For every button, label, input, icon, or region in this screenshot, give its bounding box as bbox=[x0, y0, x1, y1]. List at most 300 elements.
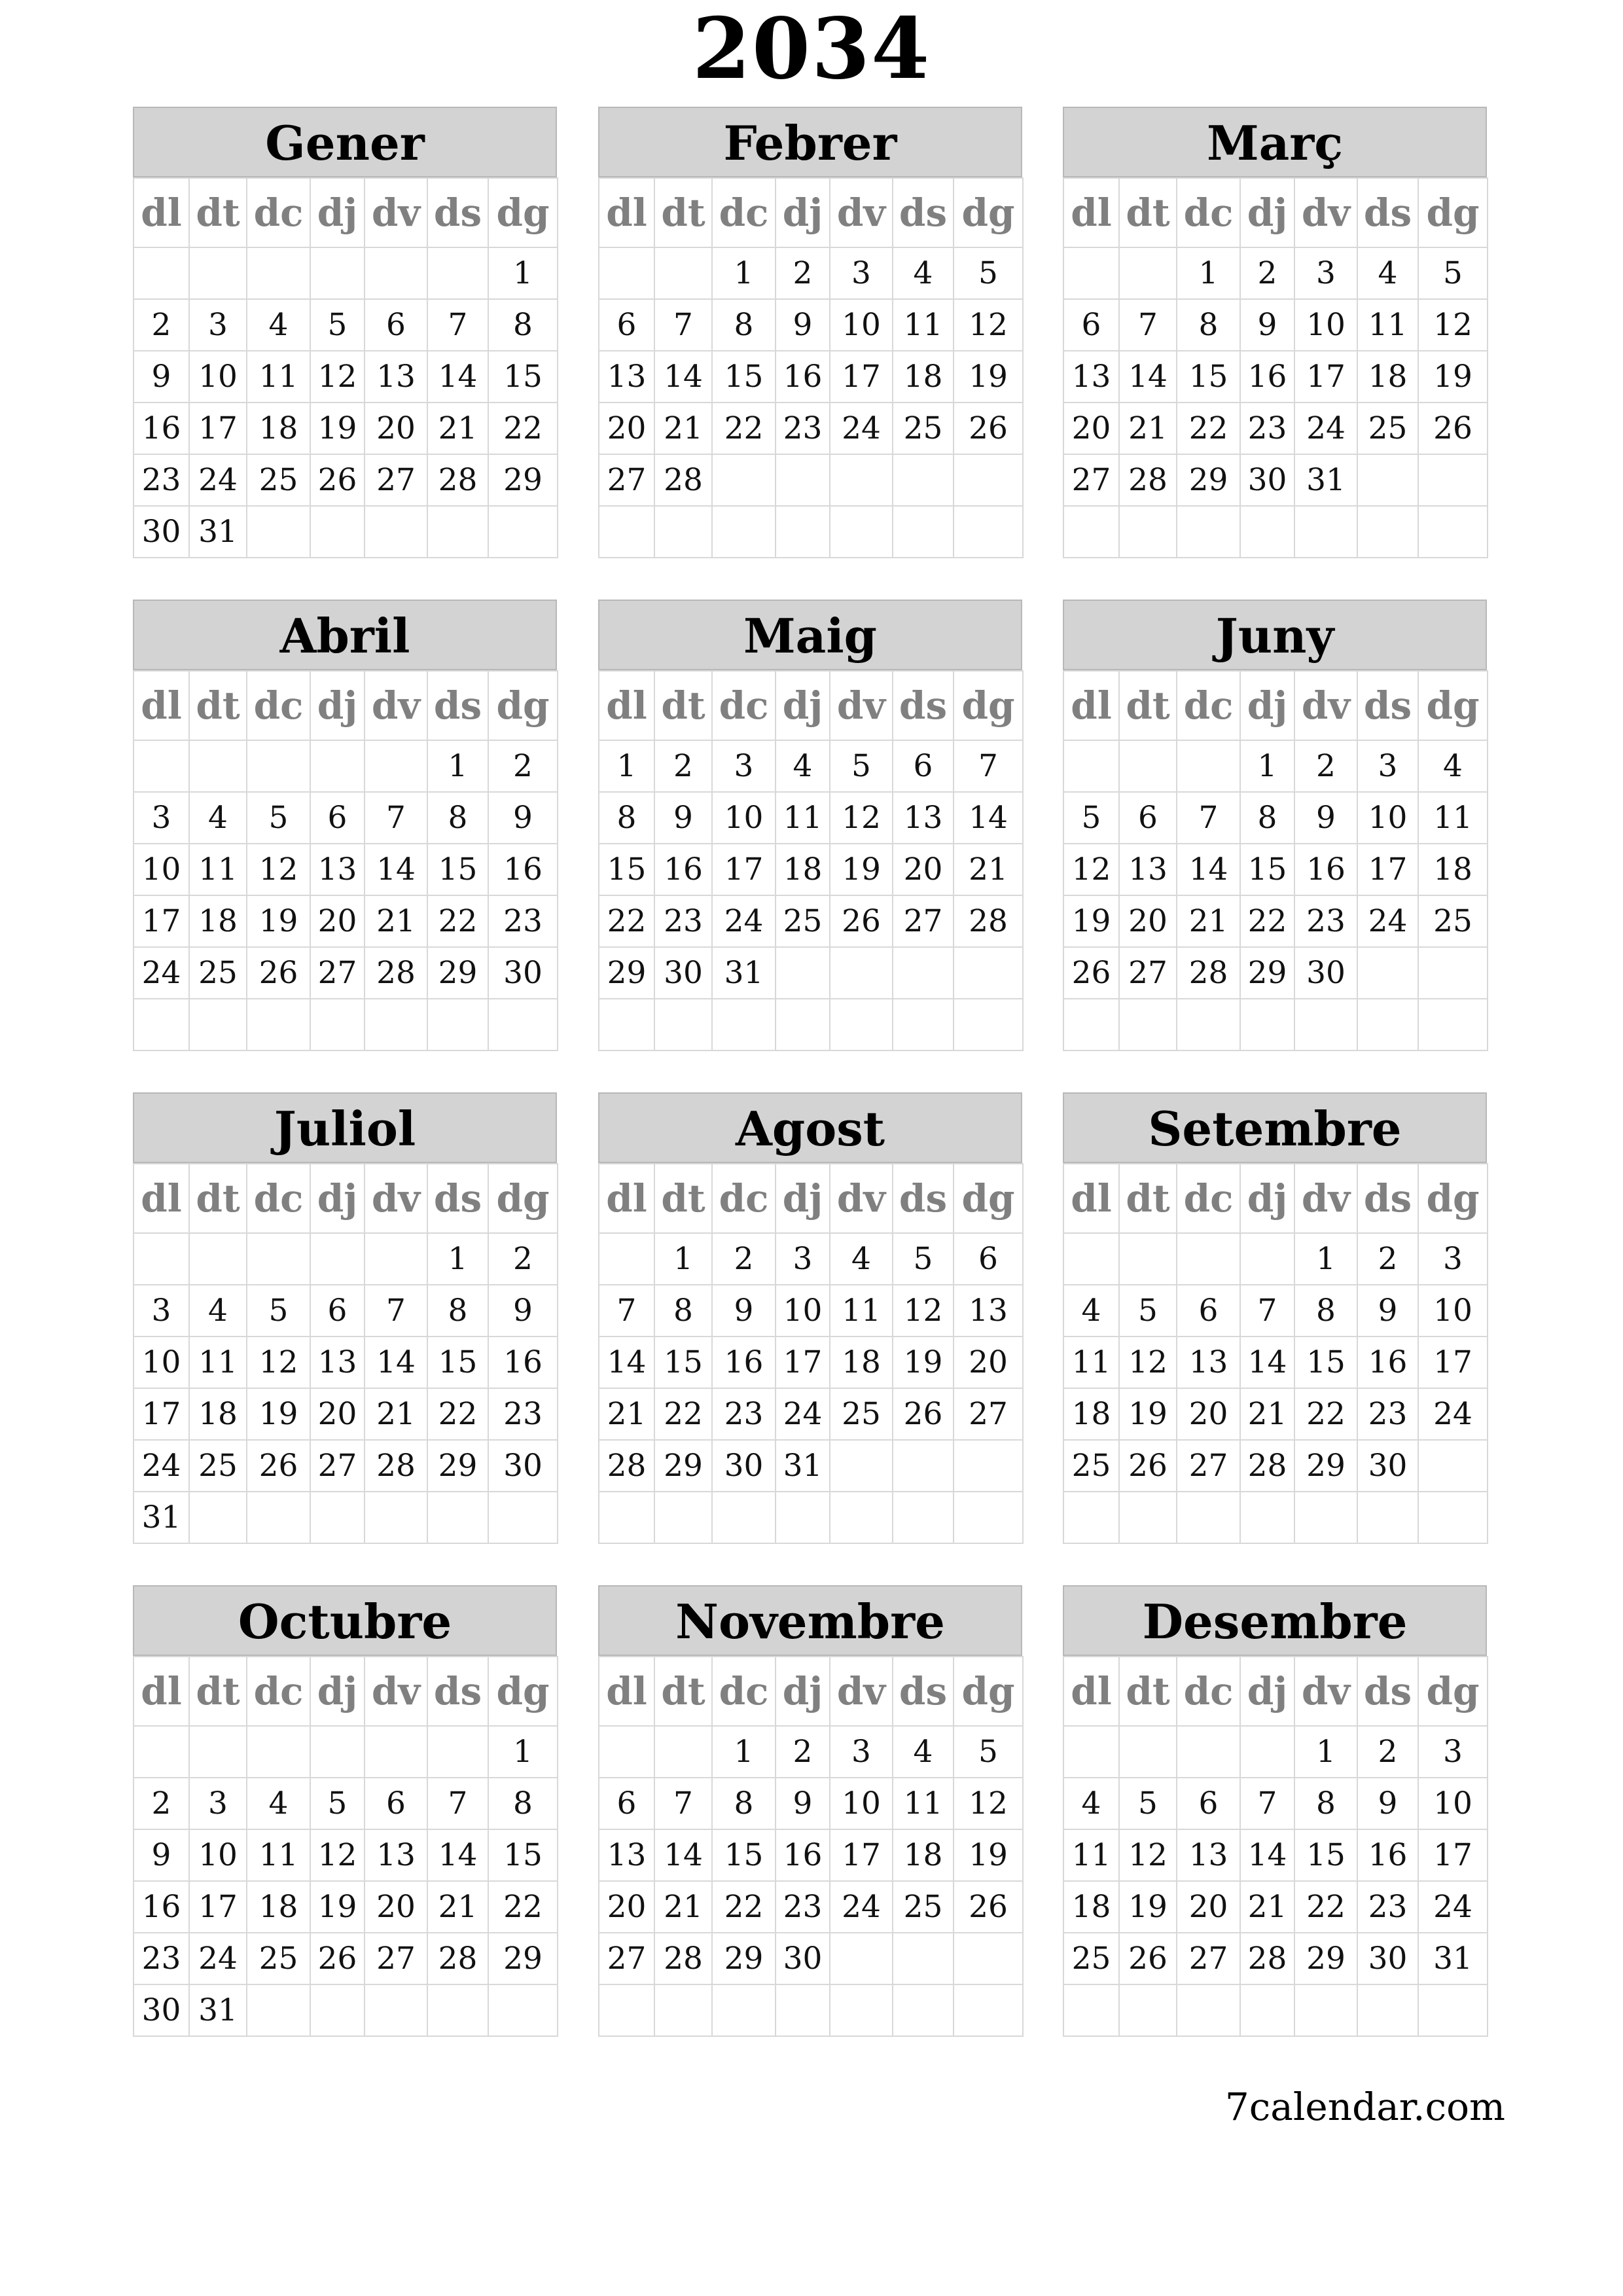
day-cell: 3 bbox=[134, 792, 189, 844]
day-cell: 30 bbox=[1357, 1933, 1418, 1984]
day-cell: 18 bbox=[1357, 351, 1418, 403]
day-cell bbox=[488, 506, 558, 558]
weekday-label: dl bbox=[134, 1164, 189, 1233]
day-cell: 25 bbox=[893, 1881, 954, 1933]
day-cell bbox=[893, 454, 954, 506]
day-cell: 17 bbox=[1418, 1829, 1488, 1881]
day-cell: 27 bbox=[1119, 947, 1177, 999]
day-cell bbox=[1357, 454, 1418, 506]
week-row bbox=[1063, 1492, 1488, 1543]
day-cell: 18 bbox=[189, 1388, 247, 1440]
week-row bbox=[134, 1984, 558, 2036]
day-cell: 14 bbox=[654, 351, 712, 403]
day-cell: 16 bbox=[1240, 351, 1294, 403]
day-cell: 14 bbox=[1177, 844, 1240, 895]
day-cell bbox=[830, 1440, 893, 1492]
weekday-label: dj bbox=[776, 1164, 830, 1233]
day-cell: 17 bbox=[776, 1336, 830, 1388]
day-grid bbox=[133, 1163, 558, 1544]
day-cell: 18 bbox=[247, 1881, 310, 1933]
day-cell: 14 bbox=[954, 792, 1023, 844]
day-cell: 22 bbox=[599, 895, 654, 947]
day-cell: 19 bbox=[1063, 895, 1119, 947]
weekday-label: ds bbox=[893, 178, 954, 247]
day-cell: 7 bbox=[365, 792, 427, 844]
day-grid bbox=[133, 1656, 558, 2037]
weekday-label: dl bbox=[1063, 178, 1119, 247]
day-cell: 20 bbox=[1177, 1388, 1240, 1440]
day-cell: 21 bbox=[365, 1388, 427, 1440]
day-cell bbox=[893, 1984, 954, 2036]
weekday-header-row bbox=[1063, 178, 1488, 247]
weekday-label: ds bbox=[1357, 1164, 1418, 1233]
week-row bbox=[1063, 351, 1488, 403]
day-cell: 21 bbox=[1240, 1881, 1294, 1933]
day-cell bbox=[1119, 1492, 1177, 1543]
day-cell: 1 bbox=[1177, 247, 1240, 299]
weekday-label: dc bbox=[1177, 1657, 1240, 1726]
weekday-label: dg bbox=[1418, 1657, 1488, 1726]
day-cell: 9 bbox=[134, 1829, 189, 1881]
weekday-label: dv bbox=[1294, 671, 1357, 740]
day-cell bbox=[776, 506, 830, 558]
day-cell: 31 bbox=[189, 1984, 247, 2036]
day-cell bbox=[427, 1492, 488, 1543]
day-cell: 12 bbox=[247, 1336, 310, 1388]
day-cell bbox=[134, 247, 189, 299]
weekday-header-row bbox=[1063, 1164, 1488, 1233]
day-cell: 4 bbox=[1063, 1285, 1119, 1336]
day-cell: 17 bbox=[1294, 351, 1357, 403]
day-cell: 10 bbox=[1418, 1778, 1488, 1829]
day-cell: 17 bbox=[134, 895, 189, 947]
day-cell: 25 bbox=[1063, 1440, 1119, 1492]
day-cell bbox=[247, 506, 310, 558]
day-cell: 9 bbox=[1294, 792, 1357, 844]
day-cell: 16 bbox=[776, 1829, 830, 1881]
week-row bbox=[599, 1285, 1023, 1336]
day-cell: 19 bbox=[247, 1388, 310, 1440]
day-grid bbox=[598, 670, 1024, 1051]
day-cell: 24 bbox=[189, 1933, 247, 1984]
day-cell: 22 bbox=[1240, 895, 1294, 947]
week-row bbox=[1063, 999, 1488, 1050]
day-cell: 28 bbox=[1240, 1933, 1294, 1984]
day-cell: 12 bbox=[1119, 1829, 1177, 1881]
week-row bbox=[1063, 299, 1488, 351]
day-cell bbox=[1119, 1726, 1177, 1778]
week-row bbox=[1063, 1984, 1488, 2036]
day-cell: 7 bbox=[1240, 1285, 1294, 1336]
day-cell: 11 bbox=[1063, 1336, 1119, 1388]
day-cell bbox=[1063, 1984, 1119, 2036]
day-cell: 23 bbox=[776, 1881, 830, 1933]
day-cell: 3 bbox=[830, 1726, 893, 1778]
day-cell: 29 bbox=[427, 947, 488, 999]
weekday-label: dc bbox=[247, 1164, 310, 1233]
day-cell: 27 bbox=[893, 895, 954, 947]
day-cell bbox=[427, 1726, 488, 1778]
day-cell: 25 bbox=[893, 403, 954, 454]
day-cell: 13 bbox=[1177, 1829, 1240, 1881]
day-cell: 2 bbox=[776, 1726, 830, 1778]
weekday-label: dt bbox=[189, 671, 247, 740]
day-cell: 20 bbox=[1119, 895, 1177, 947]
day-cell: 8 bbox=[1240, 792, 1294, 844]
day-cell: 11 bbox=[893, 1778, 954, 1829]
day-cell: 12 bbox=[1119, 1336, 1177, 1388]
day-cell: 16 bbox=[776, 351, 830, 403]
weekday-label: ds bbox=[893, 671, 954, 740]
day-cell bbox=[893, 1492, 954, 1543]
day-cell: 2 bbox=[776, 247, 830, 299]
day-cell: 8 bbox=[712, 299, 776, 351]
week-row bbox=[599, 1726, 1023, 1778]
day-cell: 3 bbox=[1294, 247, 1357, 299]
day-cell: 5 bbox=[954, 1726, 1023, 1778]
day-cell: 17 bbox=[1418, 1336, 1488, 1388]
day-cell bbox=[1418, 999, 1488, 1050]
day-cell bbox=[189, 999, 247, 1050]
week-row bbox=[599, 247, 1023, 299]
day-cell: 1 bbox=[599, 740, 654, 792]
day-cell bbox=[1177, 740, 1240, 792]
weekday-label: dg bbox=[1418, 671, 1488, 740]
day-cell: 2 bbox=[134, 299, 189, 351]
day-cell: 2 bbox=[1294, 740, 1357, 792]
day-cell: 6 bbox=[599, 299, 654, 351]
day-grid bbox=[1063, 670, 1488, 1051]
weekday-label: dj bbox=[310, 1657, 365, 1726]
day-cell: 22 bbox=[488, 403, 558, 454]
day-cell bbox=[1119, 247, 1177, 299]
day-cell: 21 bbox=[365, 895, 427, 947]
day-cell: 1 bbox=[1294, 1233, 1357, 1285]
weekday-label: dg bbox=[954, 671, 1023, 740]
weekday-label: ds bbox=[1357, 178, 1418, 247]
week-row bbox=[599, 351, 1023, 403]
day-cell bbox=[954, 454, 1023, 506]
day-cell: 24 bbox=[1357, 895, 1418, 947]
day-cell bbox=[365, 999, 427, 1050]
day-cell bbox=[954, 1933, 1023, 1984]
weekday-label: dt bbox=[654, 671, 712, 740]
day-cell: 19 bbox=[247, 895, 310, 947]
day-cell: 30 bbox=[488, 947, 558, 999]
day-cell bbox=[1177, 1233, 1240, 1285]
day-cell bbox=[1119, 1233, 1177, 1285]
day-cell: 26 bbox=[1063, 947, 1119, 999]
weekday-header-row bbox=[134, 1657, 558, 1726]
day-cell: 21 bbox=[599, 1388, 654, 1440]
day-cell bbox=[954, 1984, 1023, 2036]
day-cell: 17 bbox=[134, 1388, 189, 1440]
day-cell: 20 bbox=[365, 1881, 427, 1933]
day-cell: 29 bbox=[488, 1933, 558, 1984]
day-cell: 3 bbox=[1418, 1726, 1488, 1778]
weekday-label: dv bbox=[830, 1164, 893, 1233]
week-row bbox=[134, 999, 558, 1050]
day-cell: 2 bbox=[488, 1233, 558, 1285]
day-cell: 24 bbox=[1294, 403, 1357, 454]
month-block bbox=[1063, 107, 1487, 558]
day-cell: 5 bbox=[310, 1778, 365, 1829]
day-cell: 14 bbox=[427, 1829, 488, 1881]
day-cell: 24 bbox=[1418, 1388, 1488, 1440]
week-row bbox=[1063, 792, 1488, 844]
day-cell: 20 bbox=[599, 403, 654, 454]
weekday-label: dt bbox=[189, 178, 247, 247]
day-cell bbox=[654, 247, 712, 299]
week-row bbox=[599, 1984, 1023, 2036]
day-cell bbox=[1418, 947, 1488, 999]
day-cell: 24 bbox=[776, 1388, 830, 1440]
month-block bbox=[598, 600, 1022, 1051]
week-row bbox=[134, 351, 558, 403]
day-cell bbox=[134, 1233, 189, 1285]
day-cell bbox=[830, 1492, 893, 1543]
day-cell bbox=[1357, 506, 1418, 558]
day-cell: 7 bbox=[1177, 792, 1240, 844]
week-row bbox=[599, 947, 1023, 999]
day-cell bbox=[247, 1233, 310, 1285]
day-cell: 17 bbox=[1357, 844, 1418, 895]
month-name: Maig bbox=[598, 600, 1022, 670]
day-cell: 13 bbox=[365, 351, 427, 403]
day-cell: 24 bbox=[1418, 1881, 1488, 1933]
day-cell: 18 bbox=[1418, 844, 1488, 895]
day-cell bbox=[365, 247, 427, 299]
weekday-header-row bbox=[1063, 1657, 1488, 1726]
day-cell: 6 bbox=[310, 792, 365, 844]
day-cell bbox=[427, 506, 488, 558]
day-cell: 9 bbox=[776, 299, 830, 351]
week-row bbox=[1063, 1726, 1488, 1778]
day-grid bbox=[598, 177, 1024, 558]
day-cell bbox=[776, 947, 830, 999]
day-cell: 19 bbox=[954, 351, 1023, 403]
day-cell: 15 bbox=[1294, 1336, 1357, 1388]
month-block bbox=[133, 1092, 557, 1544]
day-cell bbox=[1063, 1492, 1119, 1543]
weekday-label: dt bbox=[654, 178, 712, 247]
day-cell: 14 bbox=[1119, 351, 1177, 403]
day-cell: 6 bbox=[1063, 299, 1119, 351]
day-cell: 10 bbox=[189, 1829, 247, 1881]
day-cell: 26 bbox=[830, 895, 893, 947]
day-cell: 26 bbox=[893, 1388, 954, 1440]
day-cell: 31 bbox=[1418, 1933, 1488, 1984]
day-cell bbox=[1418, 1984, 1488, 2036]
weekday-label: dj bbox=[776, 178, 830, 247]
day-cell: 18 bbox=[247, 403, 310, 454]
weekday-label: ds bbox=[893, 1657, 954, 1726]
day-cell bbox=[893, 1440, 954, 1492]
weekday-label: dj bbox=[310, 1164, 365, 1233]
weekday-label: dc bbox=[712, 178, 776, 247]
day-cell bbox=[310, 1492, 365, 1543]
weekday-label: dg bbox=[1418, 1164, 1488, 1233]
week-row bbox=[134, 1440, 558, 1492]
day-cell: 23 bbox=[1294, 895, 1357, 947]
day-cell: 4 bbox=[1357, 247, 1418, 299]
day-cell: 22 bbox=[654, 1388, 712, 1440]
day-cell: 20 bbox=[365, 403, 427, 454]
weekday-label: dj bbox=[776, 1657, 830, 1726]
day-cell: 9 bbox=[1240, 299, 1294, 351]
day-cell bbox=[1119, 999, 1177, 1050]
day-cell bbox=[830, 1984, 893, 2036]
day-cell bbox=[599, 1492, 654, 1543]
day-cell: 13 bbox=[1063, 351, 1119, 403]
day-cell bbox=[427, 247, 488, 299]
day-cell: 8 bbox=[427, 1285, 488, 1336]
day-cell bbox=[599, 1726, 654, 1778]
day-cell: 10 bbox=[189, 351, 247, 403]
week-row bbox=[134, 1829, 558, 1881]
day-cell: 18 bbox=[893, 1829, 954, 1881]
week-row bbox=[134, 1336, 558, 1388]
week-row bbox=[134, 299, 558, 351]
day-cell: 3 bbox=[134, 1285, 189, 1336]
day-cell bbox=[247, 740, 310, 792]
day-cell: 22 bbox=[1294, 1881, 1357, 1933]
week-row bbox=[599, 1492, 1023, 1543]
day-cell: 11 bbox=[189, 1336, 247, 1388]
day-cell: 19 bbox=[310, 403, 365, 454]
day-cell bbox=[365, 740, 427, 792]
day-grid bbox=[1063, 1656, 1488, 2037]
week-row bbox=[1063, 1778, 1488, 1829]
day-cell bbox=[247, 999, 310, 1050]
day-cell: 18 bbox=[189, 895, 247, 947]
day-cell: 25 bbox=[1418, 895, 1488, 947]
month-block bbox=[133, 1585, 557, 2037]
day-cell: 9 bbox=[654, 792, 712, 844]
weekday-label: dv bbox=[1294, 1164, 1357, 1233]
day-cell bbox=[310, 1984, 365, 2036]
weekday-label: dj bbox=[310, 178, 365, 247]
day-cell: 29 bbox=[599, 947, 654, 999]
day-cell: 3 bbox=[712, 740, 776, 792]
weekday-label: dc bbox=[1177, 178, 1240, 247]
day-cell: 3 bbox=[776, 1233, 830, 1285]
day-cell: 15 bbox=[1240, 844, 1294, 895]
day-cell: 24 bbox=[134, 1440, 189, 1492]
weekday-label: dj bbox=[776, 671, 830, 740]
week-row bbox=[134, 895, 558, 947]
day-cell bbox=[365, 1984, 427, 2036]
weekday-label: dj bbox=[1240, 1164, 1294, 1233]
day-cell bbox=[599, 1984, 654, 2036]
day-cell: 23 bbox=[1357, 1881, 1418, 1933]
week-row bbox=[134, 1933, 558, 1984]
day-cell: 25 bbox=[247, 1933, 310, 1984]
day-cell: 9 bbox=[488, 792, 558, 844]
day-cell bbox=[310, 506, 365, 558]
day-cell bbox=[1177, 999, 1240, 1050]
day-cell: 16 bbox=[1357, 1336, 1418, 1388]
day-cell: 19 bbox=[954, 1829, 1023, 1881]
day-cell: 13 bbox=[1177, 1336, 1240, 1388]
day-cell bbox=[1294, 506, 1357, 558]
weekday-label: dl bbox=[1063, 671, 1119, 740]
day-cell: 15 bbox=[712, 351, 776, 403]
day-cell: 10 bbox=[830, 299, 893, 351]
day-cell bbox=[1177, 1984, 1240, 2036]
day-cell: 23 bbox=[776, 403, 830, 454]
day-cell: 7 bbox=[599, 1285, 654, 1336]
week-row bbox=[134, 1233, 558, 1285]
day-cell bbox=[365, 506, 427, 558]
day-cell: 1 bbox=[427, 1233, 488, 1285]
day-cell: 12 bbox=[893, 1285, 954, 1336]
day-cell: 13 bbox=[893, 792, 954, 844]
day-cell: 28 bbox=[1119, 454, 1177, 506]
day-cell: 8 bbox=[488, 1778, 558, 1829]
weekday-label: dt bbox=[189, 1657, 247, 1726]
day-cell bbox=[830, 999, 893, 1050]
weekday-header-row bbox=[1063, 671, 1488, 740]
week-row bbox=[134, 1492, 558, 1543]
day-cell bbox=[830, 1933, 893, 1984]
day-cell bbox=[1357, 999, 1418, 1050]
day-cell: 8 bbox=[599, 792, 654, 844]
day-cell: 6 bbox=[365, 1778, 427, 1829]
day-cell bbox=[599, 506, 654, 558]
weekday-label: dv bbox=[1294, 1657, 1357, 1726]
weekday-label: dv bbox=[365, 178, 427, 247]
week-row bbox=[599, 299, 1023, 351]
day-cell: 30 bbox=[134, 1984, 189, 2036]
weekday-label: dv bbox=[365, 1657, 427, 1726]
day-cell bbox=[189, 1492, 247, 1543]
weekday-label: dt bbox=[654, 1657, 712, 1726]
day-cell: 24 bbox=[830, 403, 893, 454]
website-footer: 7calendar.com bbox=[1224, 2085, 1505, 2129]
day-cell: 13 bbox=[1119, 844, 1177, 895]
week-row bbox=[1063, 506, 1488, 558]
day-cell: 1 bbox=[1294, 1726, 1357, 1778]
day-cell: 3 bbox=[1357, 740, 1418, 792]
day-cell: 20 bbox=[1063, 403, 1119, 454]
day-cell bbox=[1240, 999, 1294, 1050]
day-cell: 3 bbox=[189, 299, 247, 351]
day-cell: 9 bbox=[776, 1778, 830, 1829]
day-cell bbox=[1357, 1492, 1418, 1543]
weekday-label: dc bbox=[712, 671, 776, 740]
weekday-header-row bbox=[134, 1164, 558, 1233]
day-cell: 5 bbox=[1063, 792, 1119, 844]
day-cell: 15 bbox=[654, 1336, 712, 1388]
weekday-label: dc bbox=[247, 1657, 310, 1726]
week-row bbox=[134, 1881, 558, 1933]
day-cell: 24 bbox=[830, 1881, 893, 1933]
week-row bbox=[599, 740, 1023, 792]
weekday-label: dg bbox=[954, 1164, 1023, 1233]
day-cell: 15 bbox=[488, 1829, 558, 1881]
day-cell: 7 bbox=[365, 1285, 427, 1336]
weekday-label: dl bbox=[599, 671, 654, 740]
day-cell: 30 bbox=[712, 1440, 776, 1492]
day-cell bbox=[488, 999, 558, 1050]
day-cell: 30 bbox=[134, 506, 189, 558]
day-cell bbox=[365, 1492, 427, 1543]
day-cell: 30 bbox=[1240, 454, 1294, 506]
day-cell: 1 bbox=[712, 1726, 776, 1778]
day-cell: 6 bbox=[893, 740, 954, 792]
day-cell: 15 bbox=[427, 844, 488, 895]
